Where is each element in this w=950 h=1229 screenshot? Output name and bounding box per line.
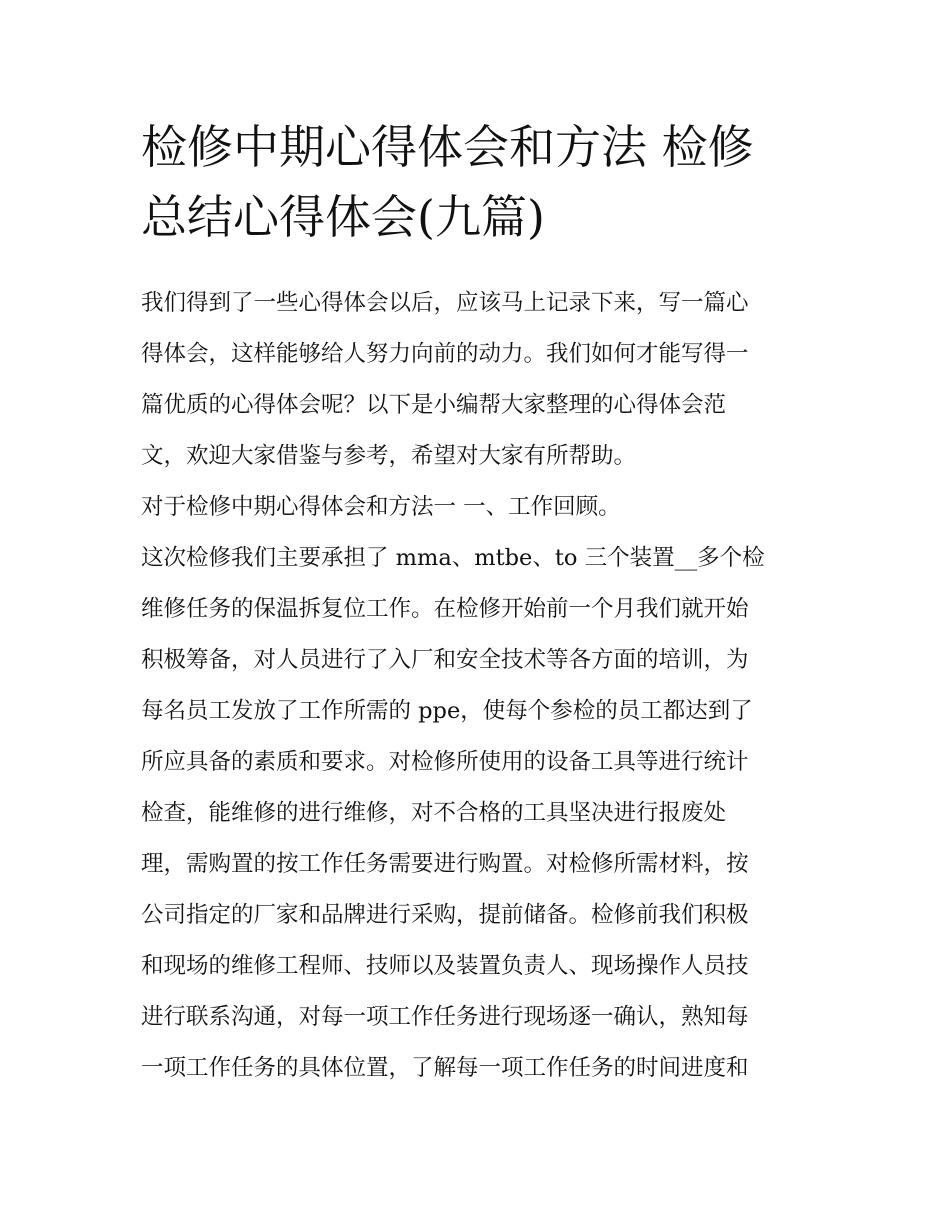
body-line: 我们得到了一些心得体会以后，应该马上记录下来，写一篇心 [141, 290, 749, 316]
title-line: 总结心得体会(九篇) [141, 190, 545, 244]
body-line: 和现场的维修工程师、技师以及装置负责人、现场操作人员技 [141, 953, 749, 979]
body-line: 所应具备的素质和要求。对检修所使用的设备工具等进行统计 [141, 749, 749, 775]
body-line: 进行联系沟通，对每一项工作任务进行现场逐一确认，熟知每 [141, 1004, 749, 1030]
body-line: 得体会，这样能够给人努力向前的动力。我们如何才能写得一 [141, 341, 749, 367]
body-line: 每名员工发放了工作所需的 ppe，使每个参检的员工都达到了 [141, 698, 753, 724]
title-line: 检修中期心得体会和方法 检修 [141, 120, 754, 174]
body-line: 一项工作任务的具体位置，了解每一项工作任务的时间进度和 [141, 1055, 749, 1081]
body-line: 检查，能维修的进行维修，对不合格的工具坚决进行报废处 [141, 800, 727, 826]
body-line: 公司指定的厂家和品牌进行采购，提前储备。检修前我们积极 [141, 902, 749, 928]
body-line: 维修任务的保温拆复位工作。在检修开始前一个月我们就开始 [141, 596, 749, 622]
body-line: 积极筹备，对人员进行了入厂和安全技术等各方面的培训，为 [141, 647, 749, 673]
document-title [141, 112, 831, 252]
body-line: 理，需购置的按工作任务需要进行购置。对检修所需材料，按 [141, 851, 749, 877]
body-line: 篇优质的心得体会呢？以下是小编帮大家整理的心得体会范 [141, 392, 727, 418]
body-line: 这次检修我们主要承担了 mma、mtbe、to 三个装置__多个检 [141, 545, 765, 571]
body-line: 对于检修中期心得体会和方法一 一、工作回顾。 [141, 494, 621, 520]
body-line: 文，欢迎大家借鉴与参考，希望对大家有所帮助。 [141, 443, 637, 469]
document-body [141, 278, 821, 1094]
